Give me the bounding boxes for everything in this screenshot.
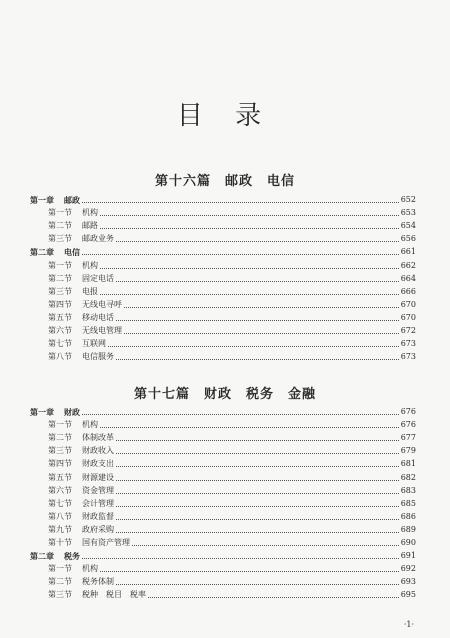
toc-section-entry bbox=[30, 496, 416, 509]
toc-section-entry bbox=[30, 522, 416, 535]
toc-entry-page: 690 bbox=[400, 538, 416, 548]
dot-leader bbox=[100, 228, 399, 229]
toc-entry-label bbox=[30, 221, 98, 231]
dot-leader bbox=[82, 254, 399, 255]
dot-leader bbox=[116, 281, 399, 282]
toc-entry-page: 676 bbox=[400, 420, 416, 430]
toc-entry-number: 第九节 bbox=[48, 524, 72, 534]
toc-entry-label bbox=[30, 339, 106, 349]
dot-leader bbox=[116, 506, 399, 507]
page-number: ·1· bbox=[403, 620, 414, 629]
toc-entry-title: 财政 bbox=[64, 407, 80, 418]
toc-chapter-entry bbox=[30, 548, 416, 561]
toc-entry-label bbox=[30, 234, 114, 244]
toc-entry-number: 第三节 bbox=[48, 286, 72, 296]
toc-entry-number: 第三节 bbox=[48, 446, 72, 456]
toc-entry-number: 第八节 bbox=[48, 352, 72, 362]
toc-entry-number: 第一节 bbox=[48, 208, 72, 218]
toc-entry-title: 机构 bbox=[82, 564, 98, 574]
toc-entry-label bbox=[30, 525, 114, 535]
toc-entry-page: 681 bbox=[400, 459, 416, 469]
toc-entry-page: 673 bbox=[400, 352, 416, 362]
toc-entry-title: 机构 bbox=[82, 420, 98, 430]
toc-section-entry bbox=[30, 284, 416, 297]
toc-entry-label bbox=[30, 420, 98, 430]
toc-entry-label bbox=[30, 538, 130, 548]
toc-entry-number: 第四节 bbox=[48, 299, 72, 309]
toc-entry-number: 第六节 bbox=[48, 326, 72, 336]
toc-entry-label bbox=[30, 590, 146, 600]
toc-section-entry bbox=[30, 231, 416, 244]
toc-entry-page: 664 bbox=[400, 273, 416, 283]
toc-entry-page: 661 bbox=[400, 247, 416, 257]
toc-entry-number: 第七节 bbox=[48, 339, 72, 349]
toc-entry-number: 第一章 bbox=[30, 407, 54, 418]
toc-entry-number: 第八节 bbox=[48, 511, 72, 521]
toc-entry-number: 第三节 bbox=[48, 234, 72, 244]
toc-entry-label bbox=[30, 577, 114, 587]
toc-entry-page: 654 bbox=[400, 221, 416, 231]
toc-entry-number: 第五节 bbox=[48, 312, 72, 322]
toc-entry-label bbox=[30, 459, 114, 469]
dot-leader bbox=[100, 427, 399, 428]
toc-entry-label bbox=[30, 261, 98, 271]
toc-entry-title: 邮路 bbox=[82, 221, 98, 231]
toc-section-entry bbox=[30, 417, 416, 430]
toc-entry-title: 税务体制 bbox=[82, 577, 114, 587]
toc-entry-label bbox=[30, 486, 114, 496]
toc-entry-number: 第十节 bbox=[48, 538, 72, 548]
toc-entry-title: 国有资产管理 bbox=[82, 538, 130, 548]
dot-leader bbox=[100, 268, 399, 269]
toc-entry-number: 第二节 bbox=[48, 221, 72, 231]
toc-entry-label bbox=[30, 326, 122, 336]
toc-entry-title: 财政监督 bbox=[82, 511, 114, 521]
toc-entry-page: 683 bbox=[400, 485, 416, 495]
toc-entry-title: 邮政 bbox=[64, 195, 80, 206]
toc-entry-page: 676 bbox=[400, 407, 416, 417]
toc-part-17 bbox=[30, 404, 416, 600]
toc-entry-title: 电报 bbox=[82, 286, 98, 296]
toc-entry-title: 移动电话 bbox=[82, 312, 114, 322]
toc-entry-number: 第四节 bbox=[48, 459, 72, 469]
toc-entry-page: 693 bbox=[400, 577, 416, 587]
toc-entry-title: 政府采购 bbox=[82, 524, 114, 534]
toc-entry-label bbox=[30, 446, 114, 456]
dot-leader bbox=[100, 571, 399, 572]
toc-entry-label bbox=[30, 551, 80, 561]
toc-entry-number: 第二节 bbox=[48, 273, 72, 283]
toc-part-16 bbox=[30, 192, 416, 362]
toc-section-entry bbox=[30, 271, 416, 284]
dot-leader bbox=[124, 333, 399, 334]
toc-entry-page: 670 bbox=[400, 312, 416, 322]
toc-section-entry bbox=[30, 456, 416, 469]
toc-section-entry bbox=[30, 349, 416, 362]
dot-leader bbox=[100, 294, 399, 295]
part-heading-17: 第十七篇 财政 税务 金融 bbox=[133, 387, 316, 402]
toc-entry-page: 666 bbox=[400, 286, 416, 296]
part-heading-16: 第十六篇 邮政 电信 bbox=[154, 174, 295, 189]
toc-entry-number: 第二节 bbox=[48, 577, 72, 587]
toc-section-entry bbox=[30, 430, 416, 443]
dot-leader bbox=[108, 346, 399, 347]
toc-entry-page: 686 bbox=[400, 511, 416, 521]
toc-entry-label bbox=[30, 499, 114, 509]
toc-entry-title: 电信 bbox=[64, 247, 80, 258]
dot-leader bbox=[82, 558, 399, 559]
toc-entry-page: 672 bbox=[400, 326, 416, 336]
toc-chapter-entry bbox=[30, 404, 416, 417]
toc-section-entry bbox=[30, 323, 416, 336]
dot-leader bbox=[116, 453, 399, 454]
toc-section-entry bbox=[30, 561, 416, 574]
toc-chapter-entry bbox=[30, 192, 416, 205]
toc-entry-title: 机构 bbox=[82, 260, 98, 270]
toc-entry-label bbox=[30, 473, 114, 483]
toc-entry-page: 662 bbox=[400, 260, 416, 270]
toc-entry-label bbox=[30, 208, 98, 218]
toc-entry-number: 第七节 bbox=[48, 498, 72, 508]
toc-entry-title: 资金管理 bbox=[82, 485, 114, 495]
toc-entry-title: 财政收入 bbox=[82, 446, 114, 456]
dot-leader bbox=[116, 320, 399, 321]
toc-entry-page: 673 bbox=[400, 339, 416, 349]
toc-entry-number: 第二节 bbox=[48, 433, 72, 443]
toc-section-entry bbox=[30, 218, 416, 231]
toc-entry-label bbox=[30, 512, 114, 522]
toc-entry-label bbox=[30, 352, 114, 362]
dot-leader bbox=[116, 519, 399, 520]
toc-entry-label bbox=[30, 195, 80, 205]
dot-leader bbox=[100, 215, 399, 216]
toc-entry-number: 第一节 bbox=[48, 260, 72, 270]
toc-entry-page: 652 bbox=[400, 195, 416, 205]
dot-leader bbox=[116, 493, 399, 494]
toc-section-entry bbox=[30, 483, 416, 496]
toc-entry-label bbox=[30, 433, 114, 443]
toc-entry-label bbox=[30, 300, 122, 310]
toc-entry-number: 第五节 bbox=[48, 472, 72, 482]
toc-entry-page: 679 bbox=[400, 446, 416, 456]
toc-entry-page: 656 bbox=[400, 234, 416, 244]
dot-leader bbox=[82, 414, 399, 415]
toc-entry-number: 第六节 bbox=[48, 485, 72, 495]
toc-entry-title: 税种 税目 税率 bbox=[82, 590, 146, 600]
toc-entry-title: 体制改革 bbox=[82, 433, 114, 443]
dot-leader bbox=[116, 241, 399, 242]
toc-section-entry bbox=[30, 443, 416, 456]
toc-entry-title: 互联网 bbox=[82, 339, 106, 349]
toc-section-entry bbox=[30, 469, 416, 482]
toc-section-entry bbox=[30, 509, 416, 522]
toc-section-entry bbox=[30, 257, 416, 270]
toc-entry-title: 机构 bbox=[82, 208, 98, 218]
toc-entry-label bbox=[30, 247, 80, 257]
toc-entry-title: 税务 bbox=[64, 551, 80, 562]
toc-entry-number: 第一节 bbox=[48, 564, 72, 574]
toc-entry-page: 692 bbox=[400, 564, 416, 574]
toc-entry-title: 会计管理 bbox=[82, 498, 114, 508]
toc-entry-label bbox=[30, 407, 80, 417]
toc-section-entry bbox=[30, 297, 416, 310]
toc-section-entry bbox=[30, 587, 416, 600]
dot-leader bbox=[116, 532, 399, 533]
dot-leader bbox=[116, 440, 399, 441]
toc-entry-page: 691 bbox=[400, 551, 416, 561]
dot-leader bbox=[116, 480, 399, 481]
toc-entry-page: 695 bbox=[400, 590, 416, 600]
toc-entry-title: 无线电管理 bbox=[82, 326, 122, 336]
dot-leader bbox=[116, 466, 399, 467]
toc-entry-title: 无线电寻呼 bbox=[82, 299, 122, 309]
toc-entry-title: 邮政业务 bbox=[82, 234, 114, 244]
toc-entry-title: 财政支出 bbox=[82, 459, 114, 469]
toc-section-entry bbox=[30, 205, 416, 218]
toc-section-entry bbox=[30, 535, 416, 548]
toc-entry-page: 689 bbox=[400, 524, 416, 534]
dot-leader bbox=[116, 359, 399, 360]
toc-entry-number: 第二章 bbox=[30, 551, 54, 562]
toc-entry-title: 固定电话 bbox=[82, 273, 114, 283]
toc-entry-title: 财源建设 bbox=[82, 472, 114, 482]
dot-leader bbox=[132, 545, 399, 546]
dot-leader bbox=[124, 307, 399, 308]
toc-entry-number: 第一章 bbox=[30, 195, 54, 206]
dot-leader bbox=[116, 584, 399, 585]
toc-entry-label bbox=[30, 313, 114, 323]
toc-entry-number: 第一节 bbox=[48, 420, 72, 430]
toc-entry-label bbox=[30, 274, 114, 284]
toc-entry-page: 685 bbox=[400, 498, 416, 508]
toc-section-entry bbox=[30, 310, 416, 323]
dot-leader bbox=[148, 597, 399, 598]
toc-entry-page: 677 bbox=[400, 433, 416, 443]
toc-entry-page: 670 bbox=[400, 299, 416, 309]
page-title: 目 录 bbox=[176, 101, 274, 131]
toc-entry-number: 第三节 bbox=[48, 590, 72, 600]
toc-chapter-entry bbox=[30, 244, 416, 257]
toc-section-entry bbox=[30, 336, 416, 349]
toc-entry-label bbox=[30, 564, 98, 574]
toc-entry-label bbox=[30, 287, 98, 297]
toc-section-entry bbox=[30, 574, 416, 587]
toc-entry-title: 电信服务 bbox=[82, 352, 114, 362]
toc-entry-number: 第二章 bbox=[30, 247, 54, 258]
toc-entry-page: 653 bbox=[400, 208, 416, 218]
toc-entry-page: 682 bbox=[400, 472, 416, 482]
dot-leader bbox=[82, 202, 399, 203]
